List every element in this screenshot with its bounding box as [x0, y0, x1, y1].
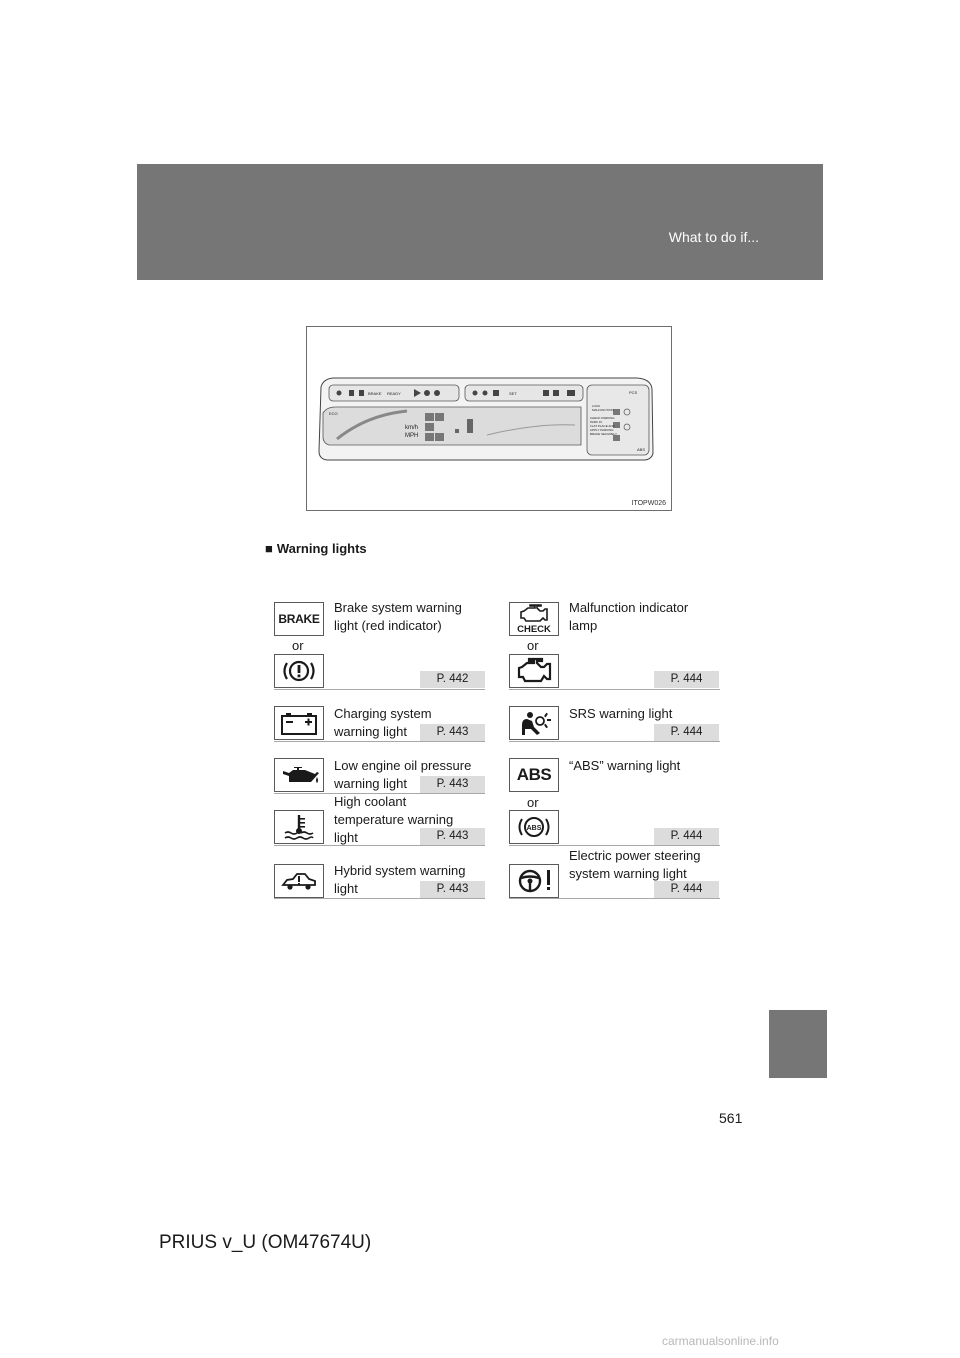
row-divider: [509, 689, 720, 690]
steering-wheel-warning-icon: [509, 864, 559, 898]
oil-can-icon: [274, 758, 324, 792]
check-text: CHECK: [517, 624, 551, 635]
abs-text-icon: ABS: [509, 758, 559, 792]
page-number: 561: [719, 1110, 743, 1126]
brake-desc: Brake system warning light (red indicator): [334, 600, 462, 633]
malfunction-page-ref: P. 444: [654, 671, 719, 688]
or-label: or: [527, 638, 539, 653]
oil-desc: Low engine oil pressure warning light: [334, 758, 472, 791]
footer-model: PRIUS v_U (OM47674U): [159, 1232, 372, 1253]
fig-label-abs: ABS: [637, 447, 646, 452]
brake-text-icon: BRAKE: [274, 602, 324, 636]
hybrid-car-icon: [274, 864, 324, 898]
srs-airbag-icon: [509, 706, 559, 740]
row-divider: [509, 845, 720, 846]
chapter-title: What to do if...: [668, 229, 759, 245]
oil-page-ref: P. 443: [420, 776, 485, 793]
fig-label-ready: READY: [387, 391, 401, 396]
brake-page-ref: P. 442: [420, 671, 485, 688]
fig-label-brake: BRAKE: [368, 391, 382, 396]
abs-page-ref: P. 444: [654, 828, 719, 845]
watermark: carmanualsonline.info: [662, 1334, 779, 1348]
fig-label-kmh: km/h: [405, 425, 419, 431]
fig-label-mph: MPH: [405, 433, 419, 439]
row-divider: [509, 741, 720, 742]
coolant-desc: High coolant temperature warning light: [334, 794, 454, 845]
coolant-thermometer-icon: [274, 810, 324, 844]
check-engine-text-icon: [509, 602, 559, 636]
fig-label-set: SET: [509, 391, 517, 396]
eps-desc: Electric power steering system warning light: [569, 848, 701, 881]
section-marker: ■: [265, 541, 273, 556]
section-title-text: Warning lights: [276, 541, 367, 556]
charging-desc: Charging system warning light: [334, 706, 432, 739]
row-divider: [274, 845, 485, 846]
malfunction-desc: Malfunction indicator lamp: [569, 600, 689, 633]
hybrid-desc: Hybrid system warning light: [334, 863, 466, 896]
row-divider: [509, 898, 720, 899]
section-title: [265, 541, 367, 556]
eps-page-ref: P. 444: [654, 881, 719, 898]
abs-desc: “ABS” warning light: [569, 758, 681, 773]
row-divider: [274, 741, 485, 742]
fig-label-pcs: PCS: [629, 390, 638, 395]
check-engine-icon: [509, 654, 559, 688]
fig-label-lock: LOCK: [592, 404, 601, 408]
fig-label-check-parking: CHECK PARKING: [590, 416, 615, 420]
or-label: or: [292, 638, 304, 653]
chapter-header: [137, 164, 823, 280]
fig-label-malfunction: MALFUNCTION: [592, 408, 614, 412]
or-label: or: [527, 795, 539, 810]
fig-label-park-in: PARK IN: [590, 420, 602, 424]
fig-label-eco: ECO: [329, 411, 338, 416]
abs-circle-icon: [509, 810, 559, 844]
srs-desc: SRS warning light: [569, 706, 673, 721]
coolant-page-ref: P. 443: [420, 828, 485, 845]
instrument-cluster-figure: [306, 326, 672, 511]
fig-label-brake-securely: BRAKE SECURELY: [590, 432, 617, 436]
srs-page-ref: P. 444: [654, 724, 719, 741]
figure-id: ITOPW026: [631, 500, 666, 507]
fig-label-flat-place: FLAT PLACE AND: [590, 424, 615, 428]
battery-icon: [274, 706, 324, 740]
chapter-side-tab: [769, 1010, 827, 1078]
row-divider: [274, 898, 485, 899]
abs-circle-text: ABS: [526, 825, 542, 832]
row-divider: [274, 689, 485, 690]
brake-circle-exclamation-icon: [274, 654, 324, 688]
fig-label-apply-parking: APPLY PARKING: [590, 428, 614, 432]
instrument-cluster-illustration: [307, 327, 671, 510]
hybrid-page-ref: P. 443: [420, 881, 485, 898]
charging-page-ref: P. 443: [420, 724, 485, 741]
